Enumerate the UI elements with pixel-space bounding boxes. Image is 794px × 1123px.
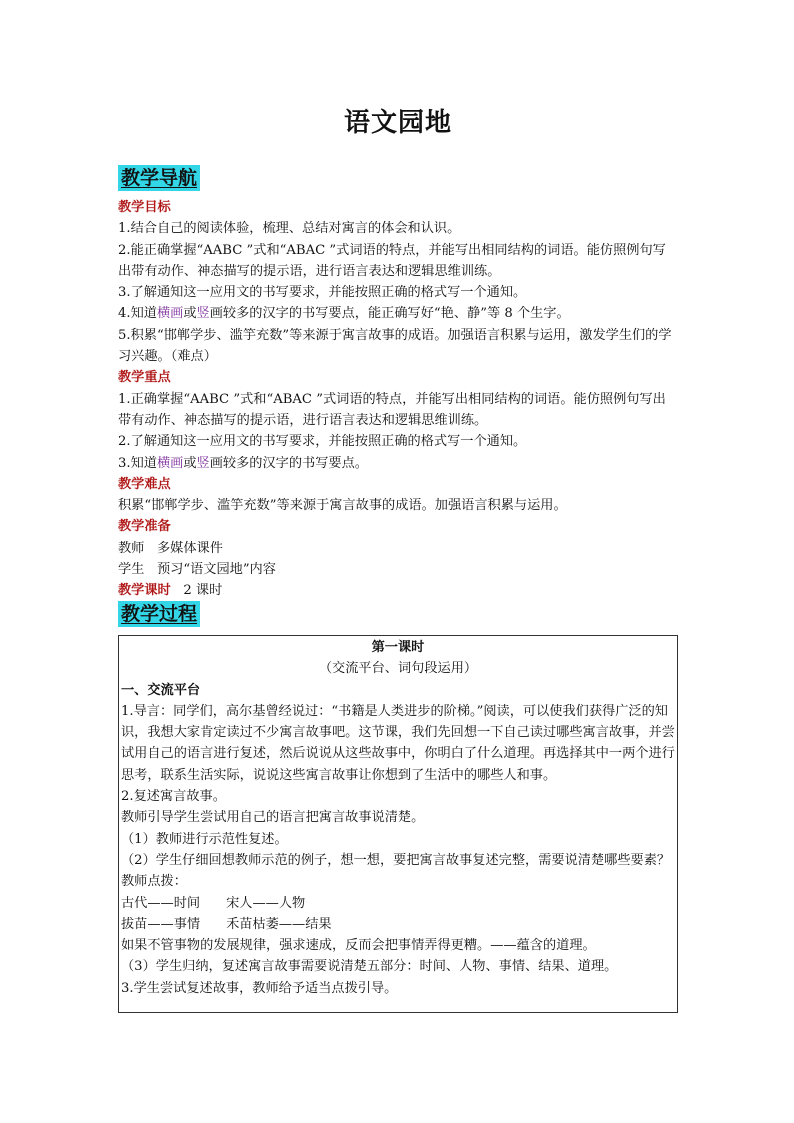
difficulty-heading: 教学难点	[118, 476, 171, 492]
paragraph: （1）教师进行示范性复述。	[121, 831, 288, 847]
goal-item: 3.了解通知这一应用文的书写要求，并能按照正确的格式写一个通知。	[118, 285, 527, 301]
value: 预习“语文园地”内容	[156, 562, 276, 578]
preparation-teacher	[118, 538, 678, 559]
page-title: 语文园地	[343, 108, 452, 138]
text: 或	[183, 455, 197, 471]
part-heading: 一、交流平台	[121, 682, 201, 698]
element-row	[121, 893, 675, 914]
element-pair: 禾苗枯萎——结果	[226, 916, 332, 932]
element-pair: 拔苗——事情	[121, 916, 201, 932]
label: 教师	[118, 540, 145, 556]
hours-heading: 教学课时	[118, 583, 171, 599]
paragraph: 教师引导学生尝试用自己的语言把寓言故事说清楚。	[121, 810, 425, 826]
text: 3.知道	[118, 455, 157, 471]
paragraph: 2.复述寓言故事。	[121, 789, 226, 805]
element-pair: 宋人——人物	[226, 895, 306, 911]
goal-item: 1.结合自己的阅读体验，梳理、总结对寓言的体会和认识。	[118, 221, 461, 237]
highlight-word: 横画	[156, 455, 184, 471]
text: 或	[183, 306, 197, 322]
difficulty-text: 积累“邯郸学步、滥竽充数”等来源于寓言故事的成语。加强语言积累与运用。	[118, 498, 567, 514]
paragraph: 3.学生尝试复述故事，教师给予适当点拨引导。	[121, 980, 398, 996]
highlight-word: 竖	[196, 306, 210, 322]
key-point-item: 1.正确掌握“AABC ”式和“ABAC ”式词语的特点，并能写出相同结构的词语。能仿照例句写出带有动作、神态描写的提示语，进行语言表达和逻辑思维训练。	[118, 391, 666, 428]
key-points-heading: 教学重点	[118, 370, 171, 386]
key-point-item: 2.了解通知这一应用文的书写要求，并能按照正确的格式写一个通知。	[118, 434, 527, 450]
goal-item: 2.能正确掌握“AABC ”式和“ABAC ”式词语的特点，并能写出相同结构的词语。能仿照例句写出带有动作、神态描写的提示语，进行语言表达和逻辑思维训练。	[118, 242, 666, 279]
goal-item	[118, 303, 678, 324]
preparation-student	[118, 559, 678, 580]
section-heading-teaching-process: 教学过程	[118, 601, 200, 627]
value: 多媒体课件	[156, 540, 223, 556]
label: 学生	[118, 562, 145, 578]
text: 4.知道	[118, 306, 157, 322]
section-heading-teaching-navigation: 教学导航	[118, 165, 200, 191]
lesson-title: 第一课时	[371, 640, 425, 655]
text: 画较多的汉字的书写要点。	[209, 455, 368, 471]
lesson-subtitle: （交流平台、词句段运用）	[318, 661, 478, 677]
highlight-word: 竖	[196, 455, 210, 471]
paragraph: （2）学生仔细回想教师示范的例子，想一想，要把寓言故事复述完整，需要说清楚哪些要素？	[121, 852, 671, 868]
preparation-heading: 教学准备	[118, 519, 171, 535]
paragraph: 如果不管事物的发展规律，强求速成，反而会把事情弄得更糟。——蕴含的道理。	[121, 938, 596, 954]
paragraph: 1.导言：同学们，高尔基曾经说过：“书籍是人类进步的阶梯。”阅读，可以使我们获得广泛的知识，我想大家肯定读过不少寓言故事吧。这节课，我们先回想一下自己读过哪些寓言故事，并尝试用自己的语言进行复述，然后说说从这些故事中，你明白了什么道理。再选择其中一两个进行思考，联系生活实际，说说这些寓言故事让你想到了生活中的哪些人和事。	[121, 703, 675, 783]
paragraph: 教师点拨：	[121, 874, 187, 890]
hours-value: 2 课时	[183, 583, 223, 599]
highlight-word: 横画	[156, 306, 184, 322]
goals-heading: 教学目标	[118, 200, 171, 215]
text: 画较多的汉字的书写要点，能正确写好“艳、静”等 8 个生字。	[209, 306, 570, 322]
teaching-navigation-body	[118, 197, 678, 602]
key-point-item	[118, 453, 678, 474]
goal-item: 5.积累“邯郸学步、滥竽充数”等来源于寓言故事的成语。加强语言积累与运用，激发学生们的学习兴趣。（难点）	[118, 327, 672, 365]
hours-line	[118, 580, 678, 601]
paragraph: （3）学生归纳，复述寓言故事需要说清楚五部分：时间、人物、事情、结果、道理。	[121, 959, 618, 975]
lesson-box	[118, 635, 678, 1013]
element-row	[121, 914, 675, 935]
element-pair: 古代——时间	[121, 895, 201, 911]
